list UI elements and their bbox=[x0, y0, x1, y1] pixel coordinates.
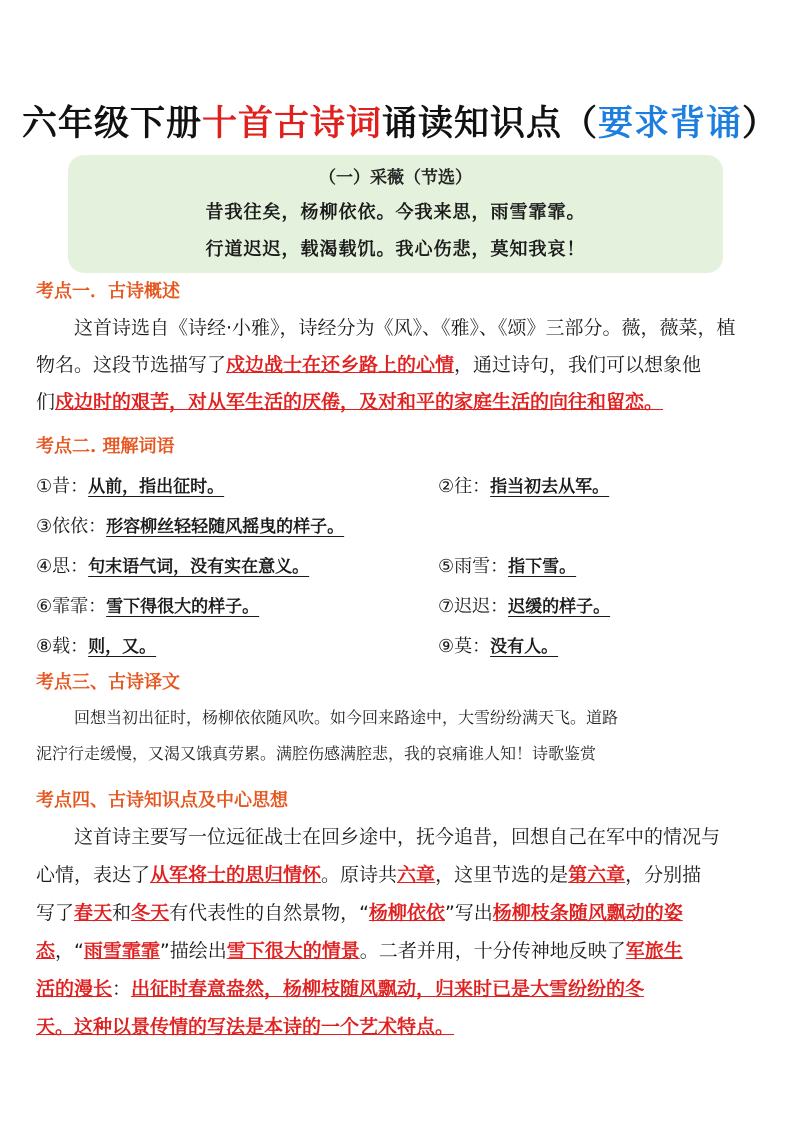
poem-line: 行道迟迟，载渴载饥。我心伤悲，莫知我哀！ bbox=[205, 239, 586, 260]
page-title bbox=[0, 96, 800, 146]
highlight-text: 态 bbox=[36, 940, 56, 962]
vocab-meaning: 雪下得很大的样子。 bbox=[106, 597, 260, 617]
vocab-item bbox=[438, 552, 576, 578]
highlight-text: 军旅生 bbox=[625, 940, 683, 962]
highlight-text: 天。这种以景传情的写法是本诗的一个艺术特点。 bbox=[36, 1016, 455, 1038]
poem-title: （一）采薇（节选） bbox=[319, 168, 472, 188]
highlight-text: 从军将士的思归情怀 bbox=[150, 864, 322, 886]
text: ”写出 bbox=[444, 902, 493, 924]
theme-paragraph bbox=[36, 818, 766, 1046]
highlight-text: 戍边时的艰苦，对从军生活的厌倦，及对和平的家庭生活的向往和留恋。 bbox=[55, 391, 664, 413]
text: ，这里节选的是 bbox=[435, 864, 569, 886]
highlight-text: 杨柳枝条随风飘动的姿 bbox=[492, 902, 683, 924]
vocab-meaning: 从前，指出征时。 bbox=[88, 477, 225, 497]
text: ，通过诗句，我们可以想象他 bbox=[454, 354, 702, 376]
vocab-item bbox=[438, 472, 609, 498]
highlight-text: 戍边战士在还乡路上的心情 bbox=[226, 354, 455, 376]
highlight-text: 雪下很大的情景 bbox=[226, 940, 360, 962]
vocab-item bbox=[36, 472, 224, 498]
text: ”描绘出 bbox=[159, 940, 227, 962]
vocab-item bbox=[36, 592, 259, 618]
vocab-meaning: 迟缓的样子。 bbox=[508, 597, 611, 617]
title-part: 诵读知识点（ bbox=[381, 103, 598, 144]
vocab-item bbox=[36, 512, 344, 538]
translation-paragraph bbox=[36, 700, 766, 772]
overview-paragraph bbox=[36, 310, 766, 421]
vocab-meaning: 句末语气词，没有实在意义。 bbox=[88, 557, 310, 577]
vocab-term: ⑧载： bbox=[36, 636, 89, 657]
text: 。二者并用，十分传神地反映了 bbox=[359, 940, 626, 962]
poem-box bbox=[68, 155, 723, 273]
section-heading: 考点一．古诗概述 bbox=[36, 281, 180, 302]
highlight-text: 活的漫长 bbox=[36, 978, 113, 1000]
vocab-meaning: 形容柳丝轻轻随风摇曳的样子。 bbox=[106, 517, 345, 537]
vocab-meaning: 则，又。 bbox=[88, 637, 157, 657]
text: 这首诗选自《诗经·小雅》，诗经分为《风》、《雅》、《颂》三部分。薇，薇菜，植 bbox=[74, 317, 736, 339]
title-highlight-blue: 要求背诵 bbox=[598, 103, 743, 144]
highlight-text: 第六章 bbox=[568, 864, 626, 886]
highlight-text: 春天 bbox=[74, 902, 113, 924]
highlight-text: 六章 bbox=[397, 864, 436, 886]
text: 写了 bbox=[36, 902, 75, 924]
vocab-term: ⑦迟迟： bbox=[438, 596, 509, 617]
vocab-term: ①昔： bbox=[36, 476, 89, 497]
section-heading: 考点三、古诗译文 bbox=[36, 672, 180, 693]
text: 们 bbox=[36, 391, 56, 413]
text: 。原诗共 bbox=[321, 864, 398, 886]
text: 回想当初出征时，杨柳依依随风吹。如今回来路途中，大雪纷纷满天飞。道路 bbox=[74, 708, 619, 727]
poem-line: 昔我往矣，杨柳依依。今我来思，雨雪霏霏。 bbox=[205, 202, 586, 223]
vocab-term: ④思： bbox=[36, 556, 89, 577]
text: ： bbox=[112, 978, 132, 1000]
text: 和 bbox=[112, 902, 132, 924]
text: 有代表性的自然景物，“ bbox=[169, 902, 369, 924]
text: 泥泞行走缓慢，又渴又饿真劳累。满腔伤感满腔悲，我的哀痛谁人知！诗歌鉴赏 bbox=[36, 744, 597, 763]
vocab-term: ⑤雨雪： bbox=[438, 556, 509, 577]
text: 这首诗主要写一位远征战士在回乡途中，抚今追昔，回想自己在军中的情况与 bbox=[74, 826, 721, 848]
text: ，“ bbox=[55, 940, 84, 962]
vocab-term: ⑥霏霏： bbox=[36, 596, 107, 617]
vocab-term: ②往： bbox=[438, 476, 491, 497]
vocab-item bbox=[36, 632, 156, 658]
vocab-term: ③依依： bbox=[36, 516, 107, 537]
vocab-item bbox=[438, 632, 558, 658]
section-heading: 考点四、古诗知识点及中心思想 bbox=[36, 790, 288, 811]
vocab-term: ⑨莫： bbox=[438, 636, 491, 657]
vocab-meaning: 没有人。 bbox=[490, 637, 559, 657]
highlight-text: 冬天 bbox=[131, 902, 170, 924]
vocab-item bbox=[438, 592, 610, 618]
vocab-meaning: 指当初去从军。 bbox=[490, 477, 610, 497]
vocab-item bbox=[36, 552, 309, 578]
vocab-meaning: 指下雪。 bbox=[508, 557, 577, 577]
highlight-text: 杨柳依依 bbox=[368, 902, 445, 924]
title-highlight: 十首古诗词 bbox=[201, 103, 382, 144]
title-part: 六年级下册 bbox=[21, 103, 202, 144]
highlight-text: 出征时春意盎然，杨柳枝随风飘动，归来时已是大雪纷纷的冬 bbox=[131, 978, 645, 1000]
text: 物名。这段节选描写了 bbox=[36, 354, 227, 376]
section-heading: 考点二. 理解词语 bbox=[36, 436, 175, 457]
title-part: ） bbox=[742, 103, 779, 144]
highlight-text: 雨雪霏霏 bbox=[83, 940, 160, 962]
text: ，分别描 bbox=[625, 864, 702, 886]
text: 心情，表达了 bbox=[36, 864, 151, 886]
